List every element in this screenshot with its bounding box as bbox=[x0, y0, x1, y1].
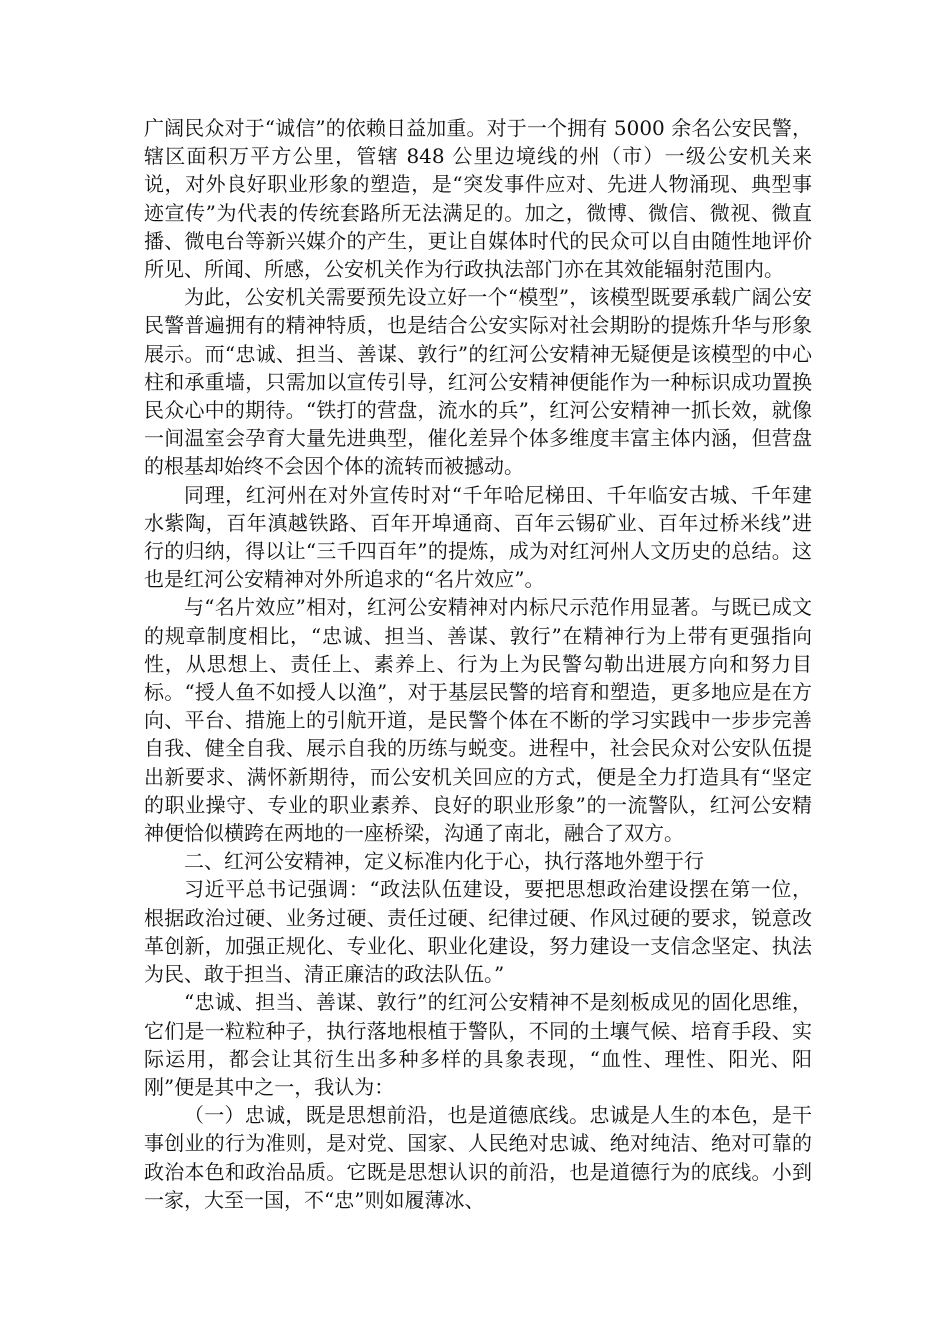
paragraph-7: （一）忠诚，既是思想前沿，也是道德底线。忠诚是人生的本色，是干事创业的行为准则，是对党、国家、人民绝对忠诚、绝对纯洁、绝对可靠的政治本色和政治品质。它既是思想认识的前沿，也是道德行为的底线。小到一家，大至一国，不“忠”则如履薄冰、 bbox=[144, 1103, 812, 1212]
section-heading: 二、红河公安精神，定义标准内化于心，执行落地外塑于行 bbox=[184, 849, 704, 874]
paragraph-4: 与“名片效应”相对，红河公安精神对内标尺示范作用显著。与既已成文的规章制度相比，“忠诚、担当、善谋、敦行”在精神行为上带有更强指向性，从思想上、责任上、素养上、行为上为民警勾勒出进展方向和努力目标。“授人鱼不如授人以渔”，对于基层民警的培育和塑造，更多地应是在方向、平台、措施上的引航开道，是民警个体在不断的学习实践中一步步完善自我、健全自我、展示自我的历练与蜕变。进程中，社会民众对公安队伍提出新要求、满怀新期待，而公安机关回应的方式，便是全力打造具有“坚定的职业操守、专业的职业素养、良好的职业形象”的一流警队，红河公安精神便恰似横跨在两地的一座桥梁，沟通了南北，融合了双方。 bbox=[144, 595, 812, 846]
paragraph-1: 广阔民众对于“诚信”的依赖日益加重。对于一个拥有 5000 余名公安民警，辖区面积万平方公里，管辖 848 公里边境线的州（市）一级公安机关来说，对外良好职业形象的塑造，是“突发事件应对、先进人物涌现、典型事迹宣传”为代表的传统套路所无法满足的。加之，微博、微信、微视、微直播、微电台等新兴媒介的产生，更让自媒体时代的民众可以自由随性地评价所见、所闻、所感，公安机关作为行政执法部门亦在其效能辐射范围内。 bbox=[144, 116, 812, 282]
paragraph-5: 习近平总书记强调：“政法队伍建设，要把思想政治建设摆在第一位，根据政治过硬、业务过硬、责任过硬、纪律过硬、作风过硬的要求，锐意改革创新，加强正规化、专业化、职业化建设，努力建设一支信念坚定、执法为民、敢于担当、清正廉洁的政法队伍。” bbox=[144, 877, 812, 987]
document-page bbox=[144, 114, 812, 1214]
paragraph-2: 为此，公安机关需要预先设立好一个“模型”，该模型既要承载广阔公安民警普遍拥有的精神特质，也是结合公安实际对社会期盼的提炼升华与形象展示。而“忠诚、担当、善谋、敦行”的红河公安精神无疑便是该模型的中心柱和承重墙，只需加以宣传引导，红河公安精神便能作为一种标识成功置换民众心中的期待。“铁打的营盘，流水的兵”，红河公安精神一抓长效，就像一间温室会孕育大量先进典型，催化差异个体多维度丰富主体内涵，但营盘的根基却始终不会因个体的流转而被撼动。 bbox=[144, 285, 812, 479]
paragraph-6: “忠诚、担当、善谋、敦行”的红河公安精神不是刻板成见的固化思维，它们是一粒粒种子，执行落地根植于警队，不同的土壤气候、培育手段、实际运用，都会让其衍生出多种多样的具象表现，“血性、理性、阳光、阳刚”便是其中之一，我认为： bbox=[144, 990, 812, 1099]
paragraph-3: 同理，红河州在对外宣传时对“千年哈尼梯田、千年临安古城、千年建水紫陶，百年滇越铁路、百年开埠通商、百年云锡矿业、百年过桥米线”进行的归纳，得以让“三千四百年”的提炼，成为对红河州人文历史的总结。这也是红河公安精神对外所追求的“名片效应”。 bbox=[144, 482, 812, 592]
